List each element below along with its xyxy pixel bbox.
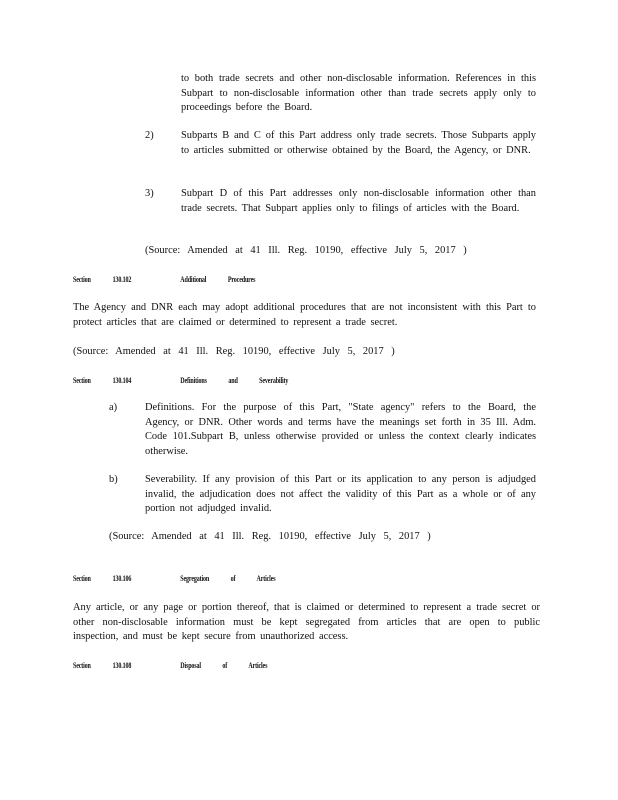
list-item-number: 3) — [145, 188, 154, 199]
list-item-text: Definitions. For the purpose of this Part, "State agency" refers to the Board, the Agency, or DNR. Other words and terms have the meanings set forth in 35 Ill. Adm. Code 101.Subpart B, unless otherwise provided or unless the context clearly indicates otherwise. — [145, 402, 536, 457]
intro-continuation: to both trade secrets and other non-disclosable information. References in this Subpart to non-disclosable information other than trade secrets apply only to proceedings before the Board. — [181, 73, 536, 113]
list-item-text: Subpart D of this Part addresses only non-disclosable information other than trade secrets. That Subpart applies only to filings of articles with the Board. — [181, 188, 536, 214]
section-title: Segregation of Articles — [180, 574, 276, 583]
source-note: (Source: Amended at 41 Ill. Reg. 10190, effective July 5, 2017 ) — [145, 245, 467, 256]
source-note: (Source: Amended at 41 Ill. Reg. 10190, effective July 5, 2017 ) — [73, 346, 395, 357]
section-paragraph: Any article, or any page or portion thereof, that is claimed or determined to represent a trade secret or other non-disclosable information must be kept segregated from articles that are open to public inspection, and must be kept secure from unauthorized access. — [73, 602, 540, 642]
section-title: Additional Procedures — [180, 275, 256, 284]
source-note: (Source: Amended at 41 Ill. Reg. 10190, effective July 5, 2017 ) — [109, 531, 431, 542]
section-label: Section — [73, 574, 91, 583]
list-item-text: Severability. If any provision of this Part or its application to any person is adjudged invalid, the adjudication does not affect the validity of this Part as a whole or of any portion not adjudged invalid. — [145, 474, 536, 514]
section-number: 130.106 — [112, 574, 132, 583]
section-title: Definitions and Severability — [180, 376, 289, 385]
section-label: Section — [73, 376, 91, 385]
section-number: 130.108 — [112, 661, 132, 670]
section-label: Section — [73, 661, 91, 670]
section-number: 130.104 — [112, 376, 132, 385]
section-number: 130.102 — [112, 275, 132, 284]
list-item-text: Subparts B and C of this Part address only trade secrets. Those Subparts apply to articles submitted or otherwise obtained by the Board, the Agency, or DNR. — [181, 130, 536, 156]
section-paragraph: The Agency and DNR each may adopt additional procedures that are not inconsistent with this Part to protect articles that are claimed or determined to represent a trade secret. — [73, 302, 536, 328]
list-item-number: a) — [109, 402, 118, 413]
list-item-number: b) — [109, 474, 118, 485]
section-label: Section — [73, 275, 91, 284]
section-title: Disposal of Articles — [180, 661, 268, 670]
list-item-number: 2) — [145, 130, 154, 141]
